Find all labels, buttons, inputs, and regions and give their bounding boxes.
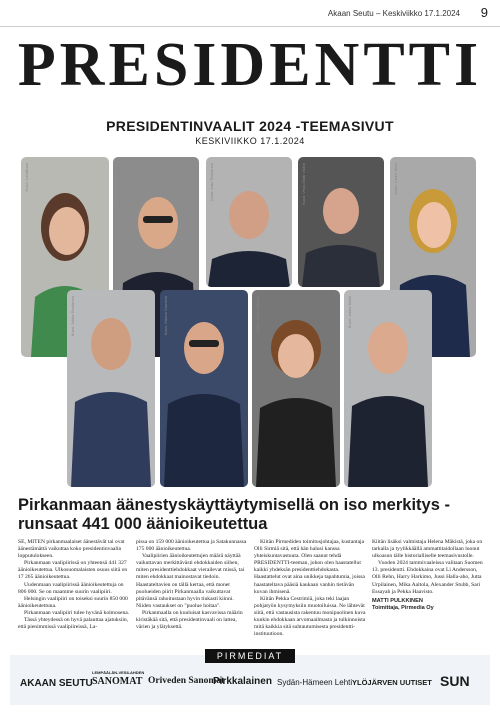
page-number: 9: [480, 5, 488, 20]
paragraph: Pirkanmaan vaalipiirissä on yhteensä 441 327 äänioikeutettua. Ulkosuomalaisten osuus siitä on 17 265 äänioikeutettua.: [18, 560, 128, 581]
logo-ylojarven-uutiset: YLÖJÄRVEN UUTISET: [352, 678, 432, 687]
issue-date: Akaan Seutu – Keskiviikko 17.1.2024: [327, 9, 460, 18]
photo-credit: Kuva: Sara Nurmela: [255, 296, 260, 333]
logo-oriveden-sanomat: Oriveden Sanomat: [148, 676, 225, 686]
article-column: [18, 539, 131, 631]
author-title: Toimittaja, Pirmedia Oy: [372, 604, 434, 611]
photo-credit: Kuva: Vesa-Matti Väärä: [301, 163, 306, 206]
candidate-photo: [160, 290, 248, 487]
article-column: [136, 539, 249, 631]
logo-sydan-hameen-lehti: Sydän-Hämeen Lehti: [277, 678, 353, 687]
pirmediat-brand: PIRMEDIAT: [205, 649, 295, 663]
paragraph: Uudenmaan vaalipiirissä äänioikeutettuja on 806 000. Se on maamme suurin vaalipiiri.: [18, 581, 124, 595]
dateline: KESKIVIIKKO 17.1.2024: [195, 136, 305, 146]
paragraph: Kiitän Pekka Cestrimiä, joka teki laajan pohjatyön kysymyksiin muotoiluissa. Ne lähtevät siitä, että vastausista rakentuu monipuolinen kuva kunkin ehdokkaan arvomaailmasta ja tulkinnoista mitä kaikkia sitä suhtautumisesta presidentti-instituutioon.: [254, 595, 366, 638]
photo-credit: Kuva: Lehtikuva: [24, 163, 29, 192]
paragraph: Kiitän Pirmediden toimitusjohtajaa, kustantaja Olli Sirmiä sitä, että hän halusi kanssa yhteiskuntavastuuta. Olen saanut tehdä PRESIDENTTI-teeman, johon olen haastatellut kaikki yhdeksän presidenttiehdokasta. Haastattelut ovat aina unikkeja tapahtumia, joissa haastateltava pääsiä kaukaan vanhin tietävän kuvan ihmisenä.: [254, 539, 365, 595]
logo-akaan-seutu: AKAAN SEUTU: [20, 678, 93, 689]
photo-credit: Kuva: Laura Vesa: [393, 163, 398, 195]
logo-sanomat-tagline: LEMPÄÄLÄN-VESILAHDEN: [92, 670, 145, 675]
paragraph: Pirkanmaalla on kuuluisat kasvavissa määrin kiristäkää sitä, että presidentinvaali on lattea, värien ja ylätyksettä.: [136, 609, 243, 631]
paragraph: pissa on 159 000 äänioikeutettua ja Satakunnassa 175 000 äänioikeutettua.: [136, 539, 247, 553]
paragraph: Vuoden 2024 tammivaaleissa valitaan Suomen 13. presidentti. Ehdokkaina ovat Li Andersson, Olli Rehn, Harry Harkimo, Jussi Halla-aho, Jutta Urpilainen, Mika Aaltola, Alexander Stubb, Sari Essayah ja Pekka Haavisto.: [372, 560, 483, 595]
article-column: [254, 539, 367, 638]
author-name: MATTI PULKKINEN: [372, 597, 423, 604]
paragraph: SE, MITEN pirkanmaalaiset äänestävät tai ovat äänestämättä vaikuttaa koko presidentinvaalin lopputulokseen.: [18, 539, 125, 560]
photo-credit: Kuva: Jukka Rantanen: [70, 296, 75, 337]
logo-pirkkalainen: Pirkkalainen: [213, 676, 272, 687]
paragraph: Helsingin vaalipiiri on toiseksi suurin 850 000 äänioikeutettuna.: [18, 595, 128, 609]
candidate-photo: [344, 290, 432, 487]
photo-credit: Kuva: Aatu Rantanen: [209, 163, 214, 201]
section-subtitle: PRESIDENTINVAALIT 2024 -TEEMASIVUT: [106, 118, 394, 134]
logo-sanomat: SANOMAT: [92, 676, 143, 687]
photo-credit: Kuva: Jukka Kiiski: [347, 296, 352, 329]
paragraph: Tässä yhteydessä on hyvä palauttaa ajatuksiin, että pienimmissä vaalipiireissä, La-: [18, 617, 129, 631]
article-column: [372, 539, 485, 612]
candidate-photo: [206, 157, 292, 287]
candidate-photo: [67, 290, 155, 487]
article-headline: Pirkanmaan äänestyskäyttäytymisellä on iso merkitys - runsaat 441 000 äänioikeutettua: [18, 496, 450, 533]
paragraph: Vaalipiirien äänioikeutettujen määrä näyttää vaikuttavan merkittävästi ehdokkaiden siihen, miten presidenttiehdokkaat vierailevat missä, tai miten ehdokkaat mainostavat tiedoin. Haastateltavien on tällä kertaa, että monet puolueiden piirit Pirkanmaalla vaikuttavat pitävänsä rahoitustaan hyvin tiukasti kiinni. Niiden vastaukset on "puolue hoitaa".: [136, 553, 245, 609]
logo-sun: SUN: [440, 673, 470, 689]
candidate-photo: [252, 290, 340, 487]
photo-credit: Kuva: Hanna Nurmela: [163, 296, 168, 336]
candidate-photo: [298, 157, 384, 287]
paragraph: Kiitän lisäksi valmistaja Helena Mäkistä, joka on tarkalla ja tyylikkäällä ammattitaidollaan luonut ulkoasun tälle historialliselle teemasivustolle.: [372, 539, 483, 560]
photo-credit: Kuva: Tommi Kärkkäinen: [116, 163, 121, 208]
paragraph: Pirkanmaan vaalipiiri tulee hyvänä kolmosena.: [24, 609, 130, 616]
top-bar: [0, 0, 500, 27]
masthead-title: PRESIDENTTI: [17, 31, 483, 99]
